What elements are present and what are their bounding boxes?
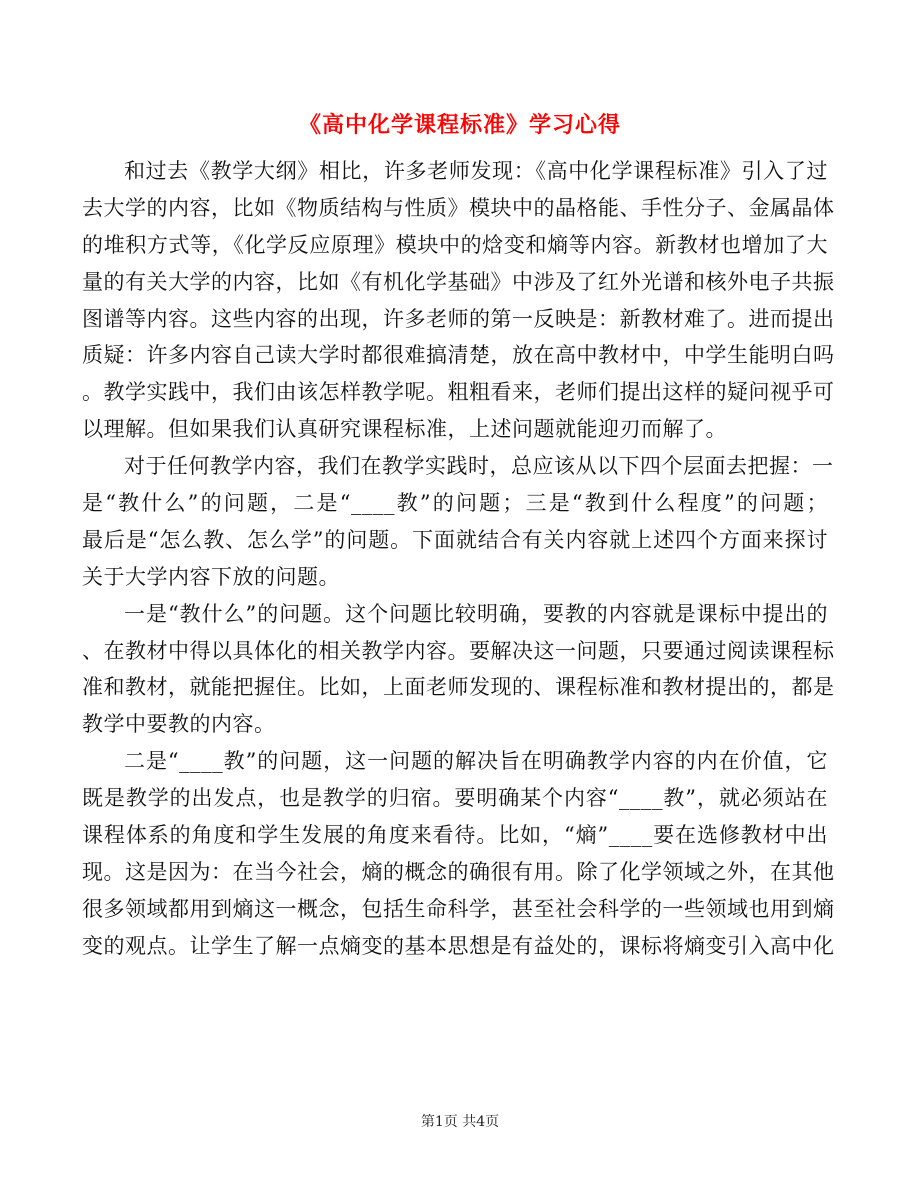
text-line: 是“教什么”的问题，二是“____教”的问题；三是“教到什么程度”的问题； xyxy=(82,491,828,516)
text-line: 的堆积方式等，《化学反应原理》模块中的焓变和熵等内容。新教材也增加了大 xyxy=(82,232,828,257)
text-line: 图谱等内容。这些内容的出现，许多老师的第一反映是：新教材难了。进而提出 xyxy=(82,306,835,331)
text-line: 准和教材，就能把握住。比如，上面老师发现的、课程标准和教材提出的，都是 xyxy=(82,675,835,700)
text-line: 、在教材中得以具体化的相关教学内容。要解决这一问题，只要通过阅读课程标 xyxy=(82,638,835,663)
paragraph xyxy=(82,743,835,964)
text-line: 二是“____教”的问题，这一问题的解决旨在明确教学内容的内在价值，它 xyxy=(124,749,828,774)
text-line: 质疑：许多内容自己读大学时都很难搞清楚，放在高中教材中，中学生能明白吗 xyxy=(82,343,835,368)
paragraph xyxy=(82,153,835,448)
text-line: 现。这是因为：在当今社会，熵的概念的确很有用。除了化学领域之外，在其他 xyxy=(82,859,835,884)
text-line: 很多领域都用到熵这一概念，包括生命科学，甚至社会科学的一些领域也用到熵 xyxy=(82,896,835,921)
text-line: 关于大学内容下放的问题。 xyxy=(82,564,340,589)
text-line: 教学中要教的内容。 xyxy=(82,712,276,737)
paragraph xyxy=(82,448,834,596)
text-line: 既是教学的出发点，也是教学的归宿。要明确某个内容“____教”，就必须站在 xyxy=(82,786,828,811)
text-line: 最后是“怎么教、怎么学”的问题。下面就结合有关内容就上述四个方面来探讨 xyxy=(82,527,828,552)
text-line: 量的有关大学的内容，比如《有机化学基础》中涉及了红外光谱和核外电子共振 xyxy=(82,269,835,294)
text-line: 和过去《教学大纲》相比，许多老师发现：《高中化学课程标准》引入了过 xyxy=(124,159,828,183)
text-line: 对于任何教学内容，我们在教学实践时，总应该从以下四个层面去把握：一 xyxy=(124,454,834,479)
text-line: 。教学实践中，我们由该怎样教学呢。粗粗看来，老师们提出这样的疑问视乎可 xyxy=(82,380,835,405)
page-number-footer: 第1页 共4页 xyxy=(420,1114,500,1130)
text-line: 以理解。但如果我们认真研究课程标准，上述问题就能迎刃而解了。 xyxy=(82,417,727,442)
text-line: 变的观点。让学生了解一点熵变的基本思想是有益处的，课标将熵变引入高中化 xyxy=(82,933,835,958)
text-line: 一是“教什么”的问题。这个问题比较明确，要教的内容就是课标中提出的 xyxy=(124,601,828,626)
document-body xyxy=(82,153,835,965)
text-line: 去大学的内容，比如《物质结构与性质》模块中的晶格能、手性分子、金属晶体 xyxy=(82,195,835,220)
paragraph xyxy=(82,596,835,744)
text-line: 课程体系的角度和学生发展的角度来看待。比如，“熵”____要在选修教材中出 xyxy=(82,823,828,848)
document-title: 《高中化学课程标准》学习心得 xyxy=(298,112,621,138)
